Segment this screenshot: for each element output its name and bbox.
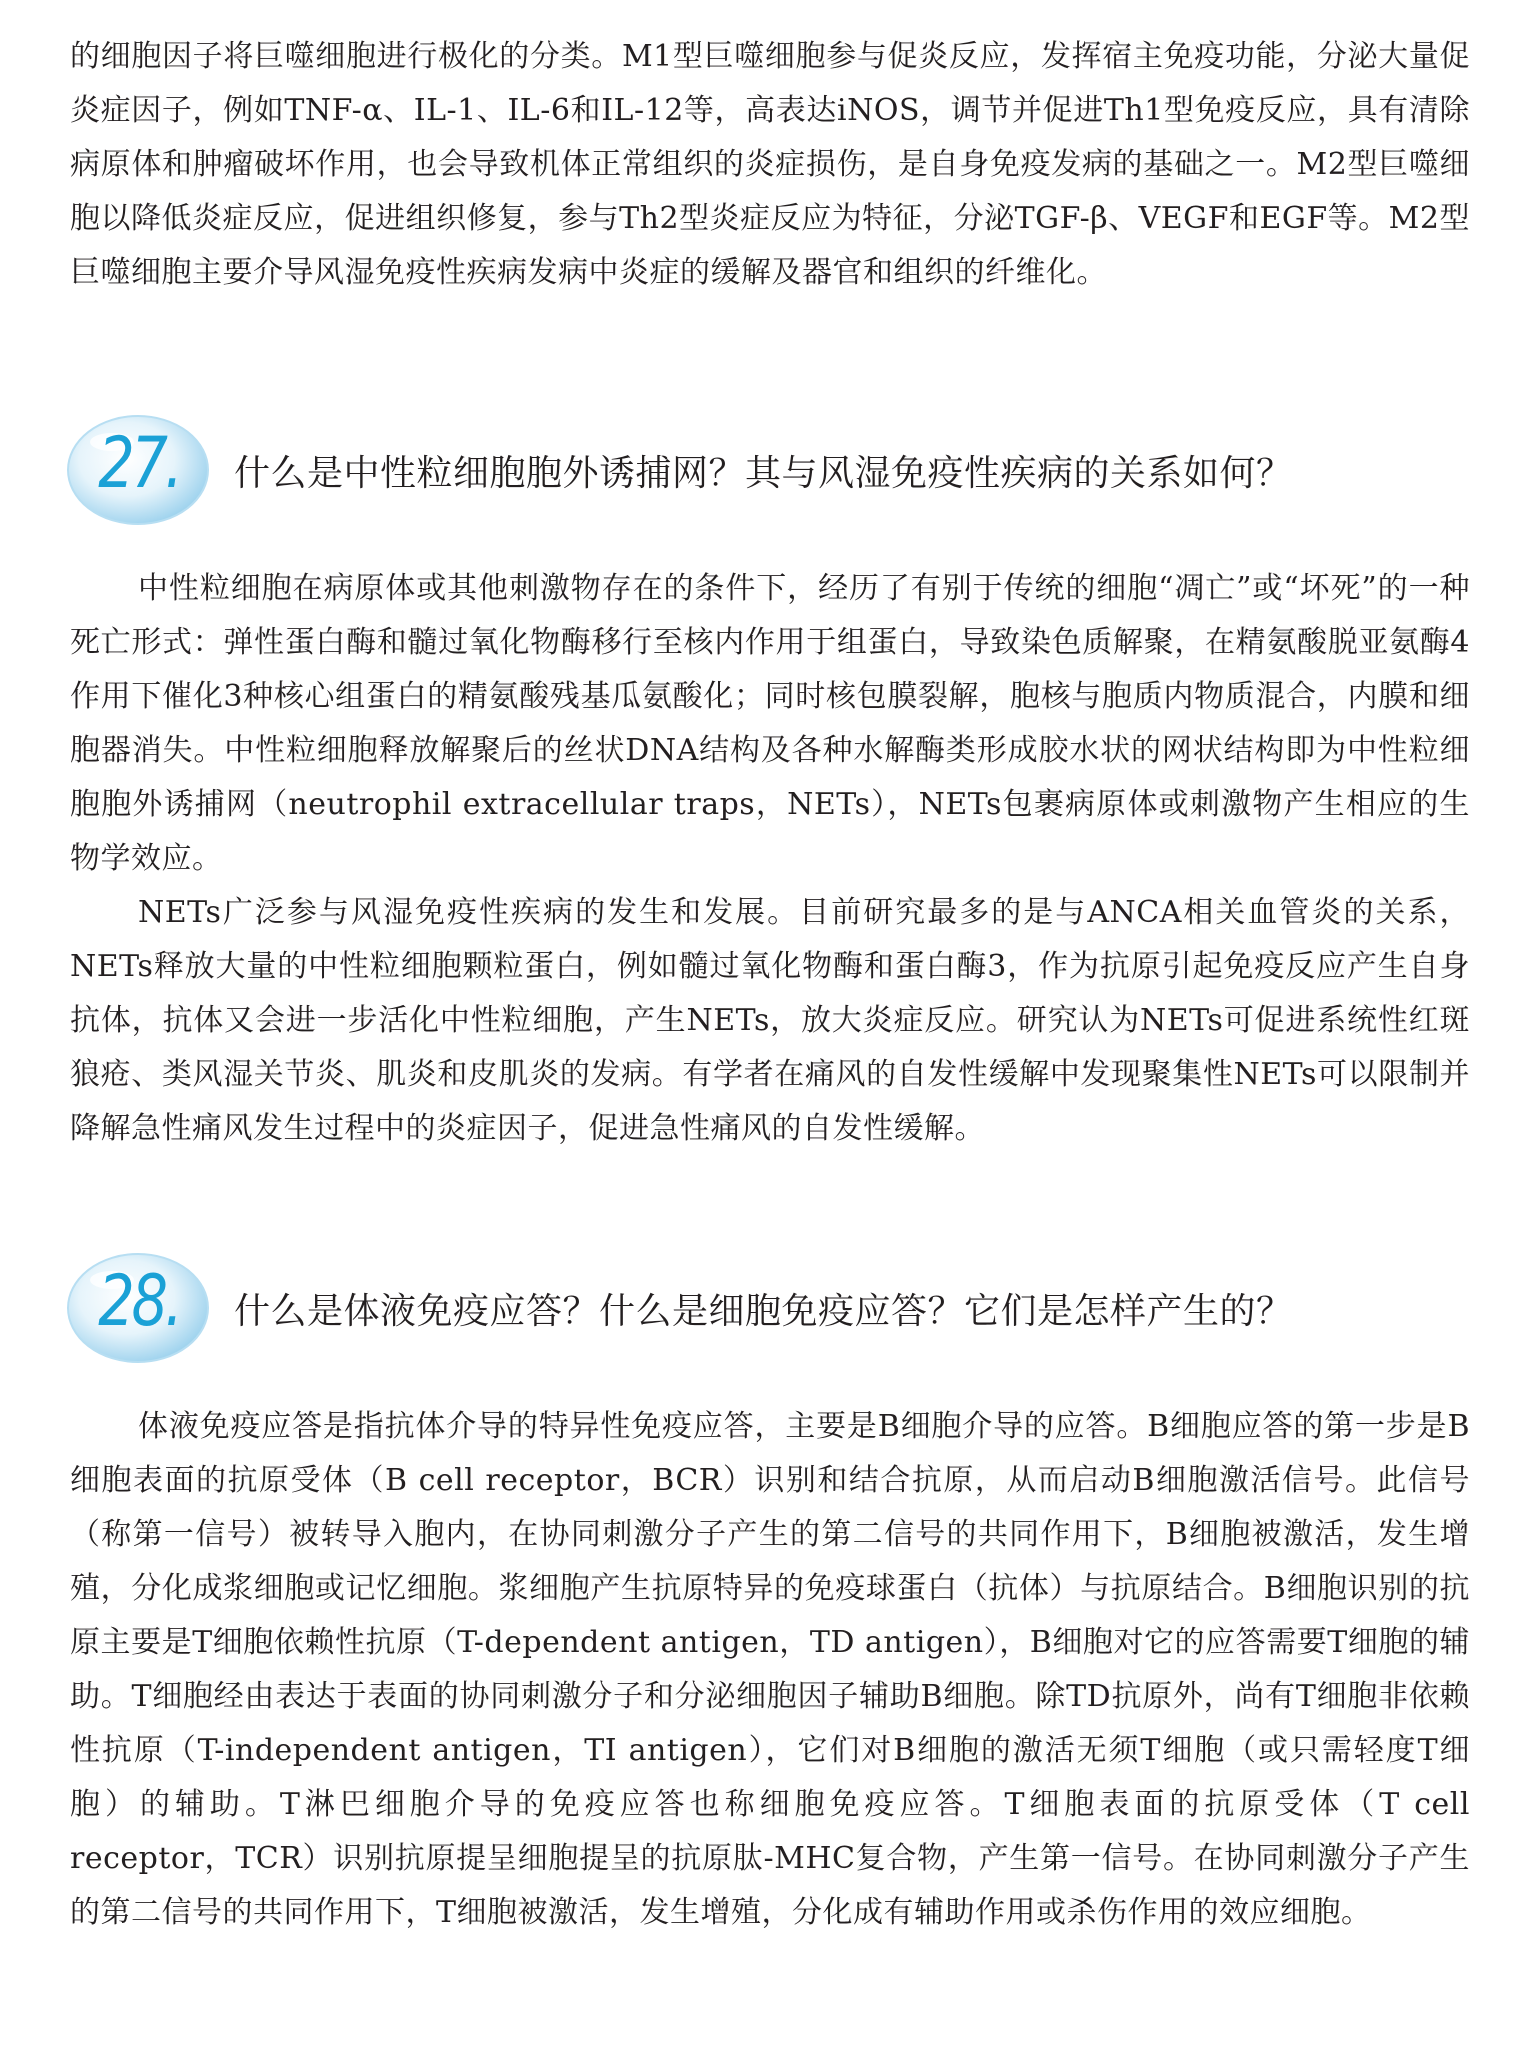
section-28-title: 什么是体液免疫应答？什么是细胞免疫应答？它们是怎样产生的？ — [234, 1291, 1293, 1332]
section-28-paragraph-1: 体液免疫应答是指抗体介导的特异性免疫应答，主要是B细胞介导的应答。B细胞应答的第一步是B细胞表面的抗原受体（B cell receptor，BCR）识别和结合抗原，从而启动B细胞激活信号。此信号（称第一信号）被转导入胞内，在协同刺激分子产生的第二信号的共同作用下，B细胞被激活，发生增殖，分化成浆细胞或记忆细胞。浆细胞产生抗原特异的免疫球蛋白（抗体）与抗原结合。B细胞识别的抗原主要是T细胞依赖性抗原（T-dependent antigen，TD antigen），B细胞对它的应答需要T细胞的辅助。T细胞经由表达于表面的协同刺激分子和分泌细胞因子辅助B细胞。除TD抗原外，尚有T细胞非依赖性抗原（T-independent antigen，TI antigen），它们对B细胞的激活无须T细胞（或只需轻度T细胞）的辅助。T淋巴细胞介导的免疫应答也称细胞免疫应答。T细胞表面的抗原受体（T cell receptor，TCR）识别抗原提呈细胞提呈的抗原肽-MHC复合物，产生第一信号。在协同刺激分子产生的第二信号的共同作用下，T细胞被激活，发生增殖，分化成有辅助作用或杀伤作用的效应细胞。 — [70, 1409, 1470, 1930]
section-27-number: 27. — [98, 422, 180, 504]
section-27-paragraph-1: 中性粒细胞在病原体或其他刺激物存在的条件下，经历了有别于传统的细胞“凋亡”或“坏死”的一种死亡形式：弹性蛋白酶和髓过氧化物酶移行至核内作用于组蛋白，导致染色质解聚，在精氨酸脱亚氨酶4作用下催化3种核心组蛋白的精氨酸残基瓜氨酸化；同时核包膜裂解，胞核与胞质内物质混合，内膜和细胞器消失。中性粒细胞释放解聚后的丝状DNA结构及各种水解酶类形成胶水状的网状结构即为中性粒细胞胞外诱捕网（neutrophil extracellular traps，NETs），NETs包裹病原体或刺激物产生相应的生物学效应。 — [70, 571, 1470, 876]
section-28-number-badge — [64, 1250, 214, 1368]
section-28-heading — [64, 1250, 1484, 1380]
section-27-heading — [64, 412, 1484, 542]
section-28-number: 28. — [98, 1260, 180, 1342]
section-27-number-badge — [64, 412, 214, 530]
section-27-title: 什么是中性粒细胞胞外诱捕网？其与风湿免疫性疾病的关系如何？ — [234, 453, 1293, 494]
section-27-paragraph-2: NETs广泛参与风湿免疫性疾病的发生和发展。目前研究最多的是与ANCA相关血管炎的关系，NETs释放大量的中性粒细胞颗粒蛋白，例如髓过氧化物酶和蛋白酶3，作为抗原引起免疫反应产生自身抗体，抗体又会进一步活化中性粒细胞，产生NETs，放大炎症反应。研究认为NETs可促进系统性红斑狼疮、类风湿关节炎、肌炎和皮肌炎的发病。有学者在痛风的自发性缓解中发现聚集性NETs可以限制并降解急性痛风发生过程中的炎症因子，促进急性痛风的自发性缓解。 — [70, 895, 1470, 1146]
intro-paragraph: 的细胞因子将巨噬细胞进行极化的分类。M1型巨噬细胞参与促炎反应，发挥宿主免疫功能，分泌大量促炎症因子，例如TNF-α、IL-1、IL-6和IL-12等，高表达iNOS，调节并促进Th1型免疫反应，具有清除病原体和肿瘤破坏作用，也会导致机体正常组织的炎症损伤，是自身免疫发病的基础之一。M2型巨噬细胞以降低炎症反应，促进组织修复，参与Th2型炎症反应为特征，分泌TGF-β、VEGF和EGF等。M2型巨噬细胞主要介导风湿免疫性疾病发病中炎症的缓解及器官和组织的纤维化。 — [70, 39, 1470, 290]
